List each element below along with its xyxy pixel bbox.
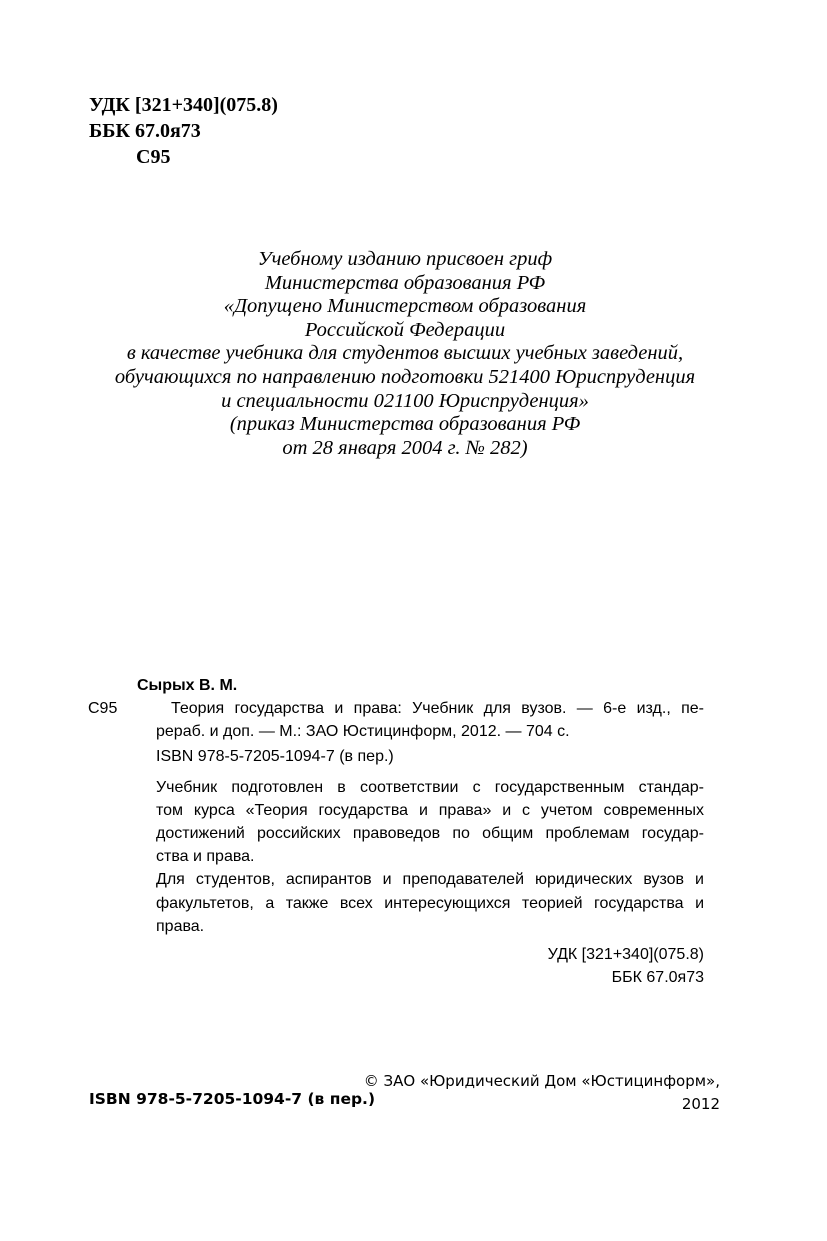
classification-block [89, 92, 278, 170]
card-annotation-line: достижений российских правоведов по общим проблемам государ- [156, 825, 704, 843]
card-author: Сырых В. М. [137, 677, 238, 694]
grif-line: Российской Федерации [304, 318, 506, 341]
copyright-year: 2012 [681, 1095, 720, 1113]
card-annotation-line: ства и права. [156, 848, 255, 866]
grif-line: «Допущено Министерством образования [223, 295, 587, 318]
card-author-mark: С95 [88, 700, 118, 717]
card-annotation-line: том курса «Теория государства и права» и с учетом современных [156, 801, 704, 819]
card-udk: УДК [321+340](075.8) [547, 946, 704, 964]
author-mark: С95 [136, 146, 171, 168]
card-title-line: рераб. и доп. — М.: ЗАО Юстицинформ, 2012. — 704 с. [156, 723, 570, 741]
card-title-line: Теория государства и права: Учебник для вузов. — 6-е изд., пе- [171, 700, 704, 717]
footer-isbn: ISBN 978-5-7205-1094-7 (в пер.) [89, 1090, 376, 1108]
card-audience-line: Для студентов, аспирантов и преподавателей юридических вузов и [156, 871, 704, 889]
grif-line: и специальности 021100 Юриспруденция» [221, 389, 589, 412]
card-isbn: ISBN 978-5-7205-1094-7 (в пер.) [156, 748, 394, 766]
card-bbk: ББК 67.0я73 [611, 969, 704, 987]
copyright-notice [364, 1070, 720, 1116]
grif-line: (приказ Министерства образования РФ [229, 413, 581, 436]
ministry-approval-notice [80, 248, 730, 460]
bbk-index: ББК 67.0я73 [89, 120, 201, 142]
copyright-line: © ЗАО «Юридический Дом «Юстицинформ», [363, 1072, 720, 1090]
grif-line: Министерства образования РФ [264, 271, 546, 294]
grif-line: обучающихся по направлению подготовки 521400 Юриспруденция [114, 365, 696, 388]
card-audience-line: факультетов, а также всех интересующихся теорией государства и [156, 894, 704, 912]
grif-line: от 28 января 2004 г. № 282) [282, 436, 528, 459]
card-annotation-line: Учебник подготовлен в соответствии с государственным стандар- [156, 778, 704, 796]
udk-index: УДК [321+340](075.8) [89, 94, 278, 116]
card-audience-line: права. [156, 917, 205, 935]
card-body [156, 697, 704, 989]
grif-line: в качестве учебника для студентов высших учебных заведений, [126, 342, 684, 365]
grif-line: Учебному изданию присвоен гриф [257, 248, 553, 270]
